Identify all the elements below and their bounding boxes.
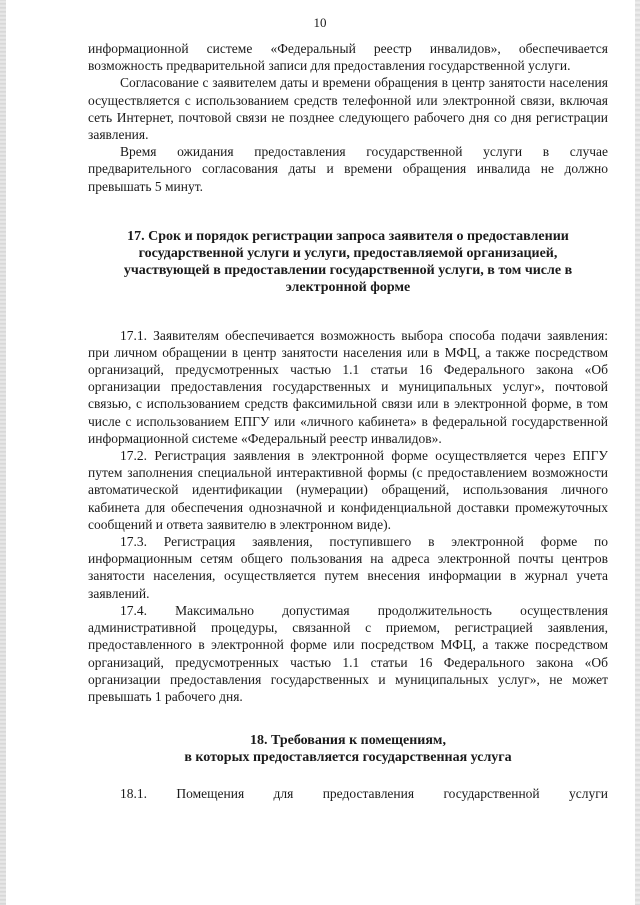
paragraph-17-2: 17.2. Регистрация заявления в электронной форме осуществляется через ЕПГУ путем заполнения специальной интерактивной формы (с предоставлением возможности автоматической идентификации (нумерации) обращений, использования личного кабинета для обеспечения однозначной и конфиденциальной доставки промежуточных сообщений и ответа заявителю в электронном виде). xyxy=(88,448,608,532)
paragraph-intro-1: информационной системе «Федеральный реестр инвалидов», обеспечивается возможность предварительной записи для предоставления государственной услуги. xyxy=(88,41,608,74)
section-17-heading-line: государственной услуги и услуги, предоставляемой организацией, xyxy=(138,246,558,262)
document-body xyxy=(88,40,608,802)
page-number: 10 xyxy=(313,15,327,30)
section-17-heading-line: электронной форме xyxy=(285,280,411,296)
section-18-heading-line: в которых предоставляется государственная услуга xyxy=(184,750,512,766)
section-17-heading xyxy=(88,228,608,297)
section-17-heading-line: участвующей в предоставлении государственной услуги, в том числе в xyxy=(123,263,573,279)
paragraph-intro-3: Время ожидания предоставления государственной услуги в случае предварительного согласования даты и времени обращения инвалида не должно превышать 5 минут. xyxy=(88,144,608,194)
paragraph-17-1: 17.1. Заявителям обеспечивается возможность выбора способа подачи заявления: при личном обращении в центр занятости населения или в МФЦ, а также посредством организаций, предусмотренных частью 1.1 статьи 16 Федерального закона «Об организации предоставления государственных и муниципальных услуг», почтовой связью, с использованием средств факсимильной связи или в электронной форме, в том числе с использованием ЕПГУ или «личного кабинета» в федеральной государственной информационной системе «Федеральный реестр инвалидов». xyxy=(88,327,608,446)
paragraph-18-1: 18.1. Помещения для предоставления государственной услуги xyxy=(120,785,608,801)
section-18-heading xyxy=(88,732,608,766)
paragraph-intro-2: Согласование с заявителем даты и времени обращения в центр занятости населения осуществляется с использованием средств телефонной или электронной связи, включая сеть Интернет, почтовой связи не позднее следующего рабочего дня со дня регистрации заявления. xyxy=(88,75,608,143)
paragraph-17-3: 17.3. Регистрация заявления, поступившего в электронной форме по информационным сетям общего пользования на адреса электронной почты центров занятости населения, осуществляется путем внесения информации в журнал учета заявлений. xyxy=(88,534,608,601)
scan-edge-left xyxy=(0,0,6,905)
section-17-heading-line: 17. Срок и порядок регистрации запроса заявителя о предоставлении xyxy=(127,228,569,244)
scan-edge-right xyxy=(635,0,640,905)
paragraph-17-4: 17.4. Максимально допустимая продолжительность осуществления административной процедуры, связанной с приемом, регистрацией заявления, предоставленного в электронной форме или посредством МФЦ, а также посредством организаций, предусмотренных частью 1.1 статьи 16 Федерального закона «Об организации предоставления государственных и муниципальных услуг», не может превышать 1 рабочего дня. xyxy=(88,602,608,704)
section-18-heading-line: 18. Требования к помещениям, xyxy=(250,733,446,749)
